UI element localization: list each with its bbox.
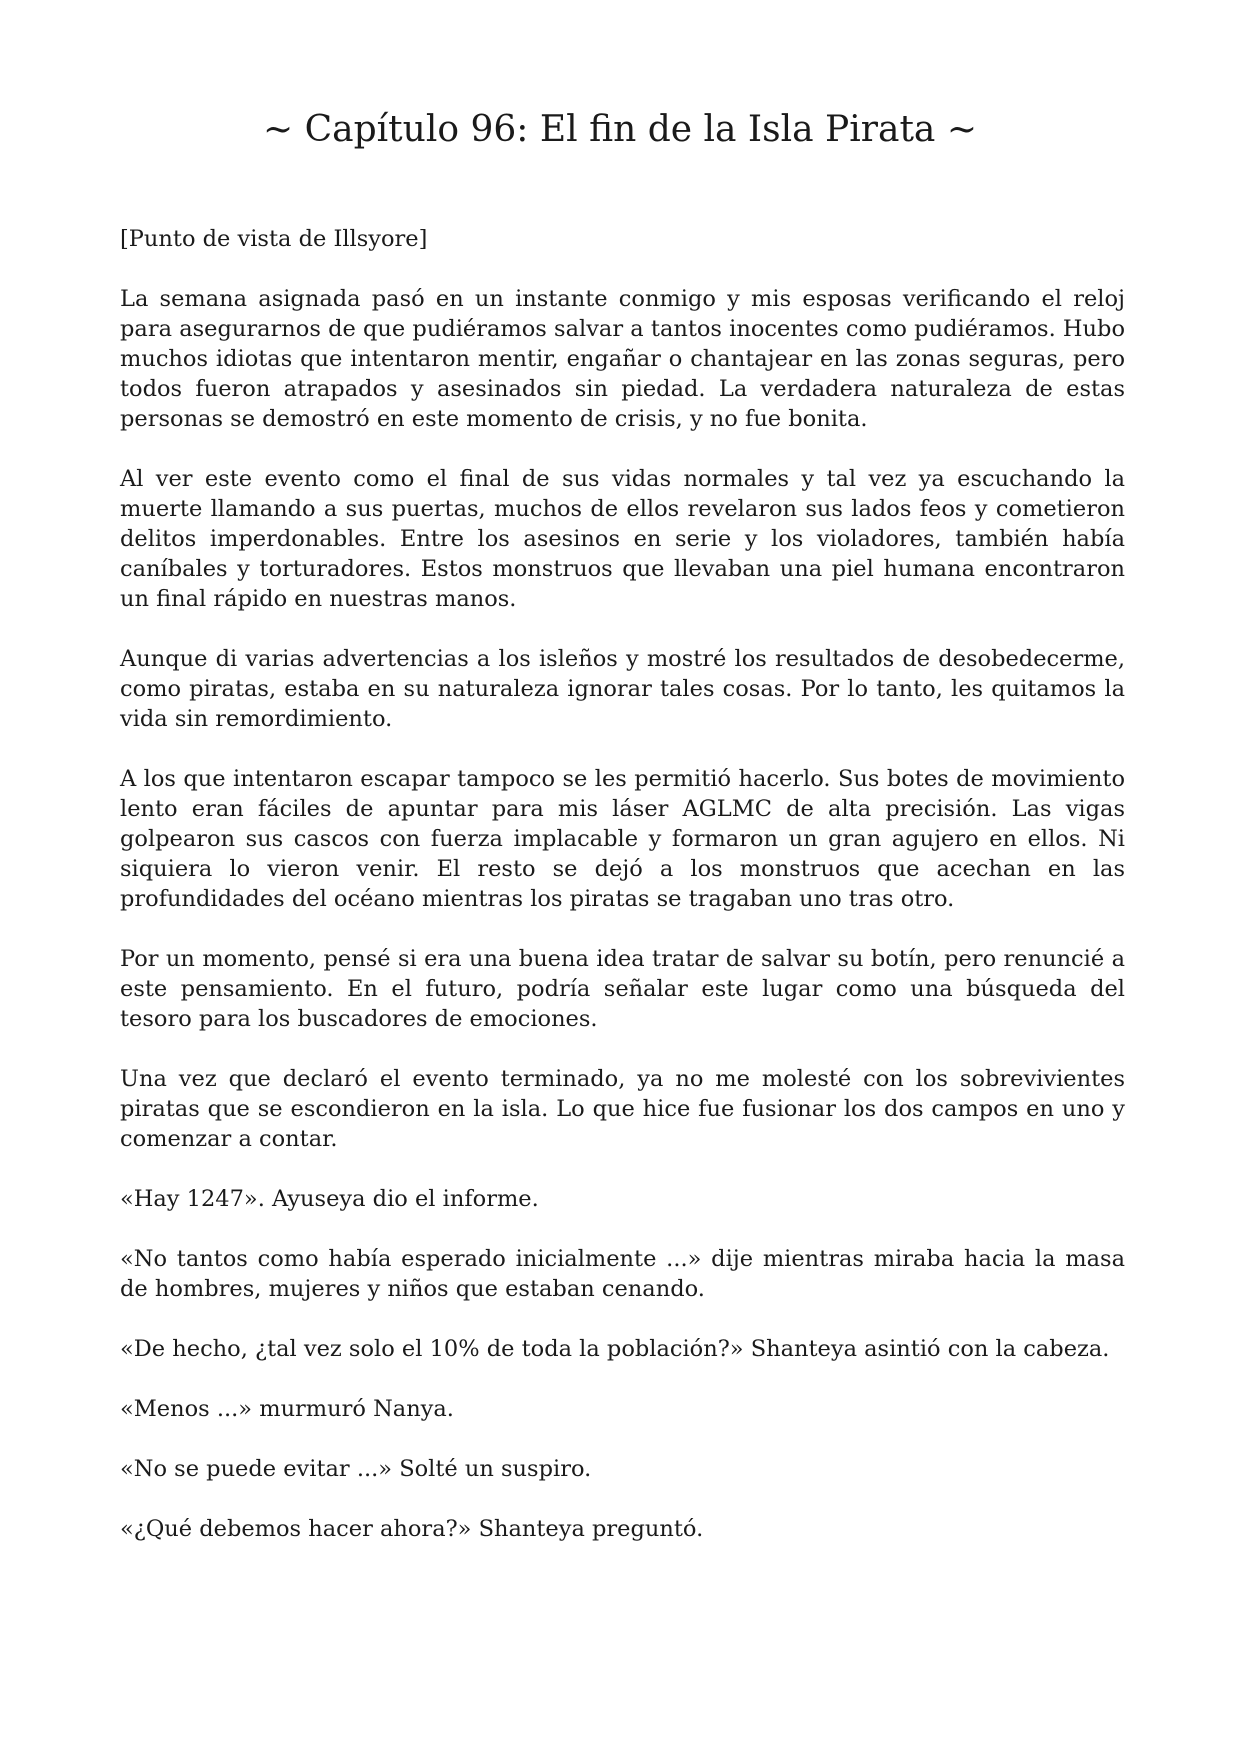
paragraph: Al ver este evento como el final de sus vidas normales y tal vez ya escuchando la muerte llamando a sus puertas, muchos de ellos revelaron sus lados feos y cometieron delitos imperdonables. Entre los asesinos en serie y los violadores, también había caníbales y torturadores. Estos monstruos que llevaban una piel humana encontraron un final rápido en nuestras manos. [120, 466, 1125, 612]
dialogue-line: «Menos ...» murmuró Nanya. [120, 1396, 454, 1422]
dialogue-line: «De hecho, ¿tal vez solo el 10% de toda la población?» Shanteya asintió con la cabeza. [120, 1336, 1110, 1362]
paragraph: Una vez que declaró el evento terminado, ya no me molesté con los sobrevivientes piratas que se escondieron en la isla. Lo que hice fue fusionar los dos campos en uno y comenzar a contar. [120, 1066, 1125, 1152]
paragraph: A los que intentaron escapar tampoco se les permitió hacerlo. Sus botes de movimiento lento eran fáciles de apuntar para mis láser AGLMC de alta precisión. Las vigas golpearon sus cascos con fuerza implacable y formaron un gran agujero en ellos. Ni siquiera lo vieron venir. El resto se dejó a los monstruos que acechan en las profundidades del océano mientras los piratas se tragaban uno tras otro. [120, 766, 1125, 912]
paragraph: La semana asignada pasó en un instante conmigo y mis esposas verificando el reloj para asegurarnos de que pudiéramos salvar a tantos inocentes como pudiéramos. Hubo muchos idiotas que intentaron mentir, engañar o chantajear en las zonas seguras, pero todos fueron atrapados y asesinados sin piedad. La verdadera naturaleza de estas personas se demostró en este momento de crisis, y no fue bonita. [120, 286, 1125, 432]
dialogue-line: «No se puede evitar ...» Solté un suspiro. [120, 1456, 592, 1482]
dialogue-line: «No tantos como había esperado inicialmente ...» dije mientras miraba hacia la masa de hombres, mujeres y niños que estaban cenando. [120, 1246, 1125, 1302]
chapter-body [120, 224, 1125, 1574]
paragraph: Por un momento, pensé si era una buena idea tratar de salvar su botín, pero renuncié a este pensamiento. En el futuro, podría señalar este lugar como una búsqueda del tesoro para los buscadores de emociones. [120, 946, 1125, 1032]
dialogue-line: «¿Qué debemos hacer ahora?» Shanteya preguntó. [120, 1516, 704, 1542]
paragraph: Aunque di varias advertencias a los isleños y mostré los resultados de desobedecerme, como piratas, estaba en su naturaleza ignorar tales cosas. Por lo tanto, les quitamos la vida sin remordimiento. [120, 646, 1125, 732]
chapter-title: ~ Capítulo 96: El fin de la Isla Pirata ~ [263, 109, 977, 150]
dialogue-line: «Hay 1247». Ayuseya dio el informe. [120, 1186, 539, 1212]
paragraph-pov-header: [Punto de vista de Illsyore] [120, 226, 428, 252]
